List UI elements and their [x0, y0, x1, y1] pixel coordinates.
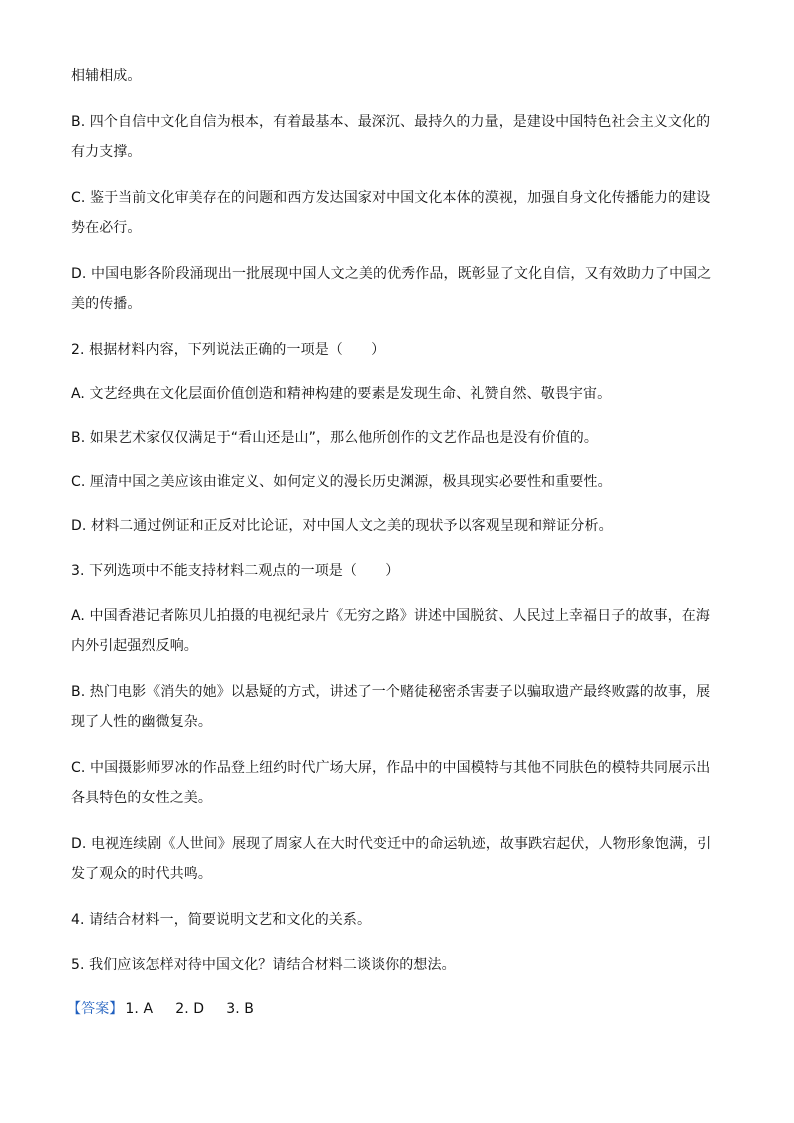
option-b-q1: B. 四个自信中文化自信为根本，有着最基本、最深沉、最持久的力量，是建设中国特色社会主义文化的 — [71, 114, 711, 130]
answer-1: 1. A — [125, 1001, 154, 1017]
text-line: 内外引起强烈反响。 — [71, 638, 198, 654]
option-c-q1: C. 鉴于当前文化审美存在的问题和西方发达国家对中国文化本体的漠视，加强自身文化传播能力的建设 — [71, 190, 711, 206]
text-line: 美的传播。 — [71, 296, 142, 312]
question-5: 5. 我们应该怎样对待中国文化？请结合材料二谈谈你的想法。 — [71, 957, 456, 973]
answer-2: 2. D — [175, 1001, 205, 1017]
question-4: 4. 请结合材料一，简要说明文艺和文化的关系。 — [71, 912, 372, 928]
option-c-q2: C. 厘清中国之美应该由谁定义、如何定义的漫长历史渊源，极具现实必要性和重要性。 — [71, 474, 612, 490]
option-a-q2: A. 文艺经典在文化层面价值创造和精神构建的要素是发现生命、礼赞自然、敬畏宇宙。 — [71, 386, 612, 402]
text-line: 现了人性的幽微复杂。 — [71, 714, 212, 730]
text-line: 各具特色的女性之美。 — [71, 790, 212, 806]
question-3: 3. 下列选项中不能支持材料二观点的一项是（ ） — [71, 563, 400, 579]
question-2: 2. 根据材料内容，下列说法正确的一项是（ ） — [71, 342, 386, 358]
option-a-q3: A. 中国香港记者陈贝儿拍摄的电视纪录片《无穷之路》讲述中国脱贫、人民过上幸福日子的故事，在海 — [71, 608, 710, 624]
text-line: 发了观众的时代共鸣。 — [71, 866, 212, 882]
option-d-q2: D. 材料二通过例证和正反对比论证，对中国人文之美的现状予以客观呈现和辩证分析。 — [71, 518, 613, 534]
option-d-q3: D. 电视连续剧《人世间》展现了周家人在大时代变迁中的命运轨迹，故事跌宕起伏，人物形象饱满，引 — [71, 836, 712, 852]
answer-tag: 【答案】 — [67, 1001, 124, 1017]
option-d-q1: D. 中国电影各阶段涌现出一批展现中国人文之美的优秀作品，既彰显了文化自信，又有效助力了中国之 — [71, 266, 712, 282]
option-b-q3: B. 热门电影《消失的她》以悬疑的方式，讲述了一个赌徒秘密杀害妻子以骗取遗产最终败露的故事，展 — [71, 684, 711, 700]
answer-line — [67, 999, 254, 1019]
option-c-q3: C. 中国摄影师罗冰的作品登上纽约时代广场大屏，作品中的中国模特与其他不同肤色的模特共同展示出 — [71, 760, 711, 776]
text-line: 相辅相成。 — [71, 68, 142, 84]
text-line: 势在必行。 — [71, 220, 142, 236]
answer-3: 3. B — [226, 1001, 255, 1017]
option-b-q2: B. 如果艺术家仅仅满足于“看山还是山”，那么他所创作的文艺作品也是没有价值的。 — [71, 430, 599, 446]
text-line: 有力支撑。 — [71, 144, 142, 160]
